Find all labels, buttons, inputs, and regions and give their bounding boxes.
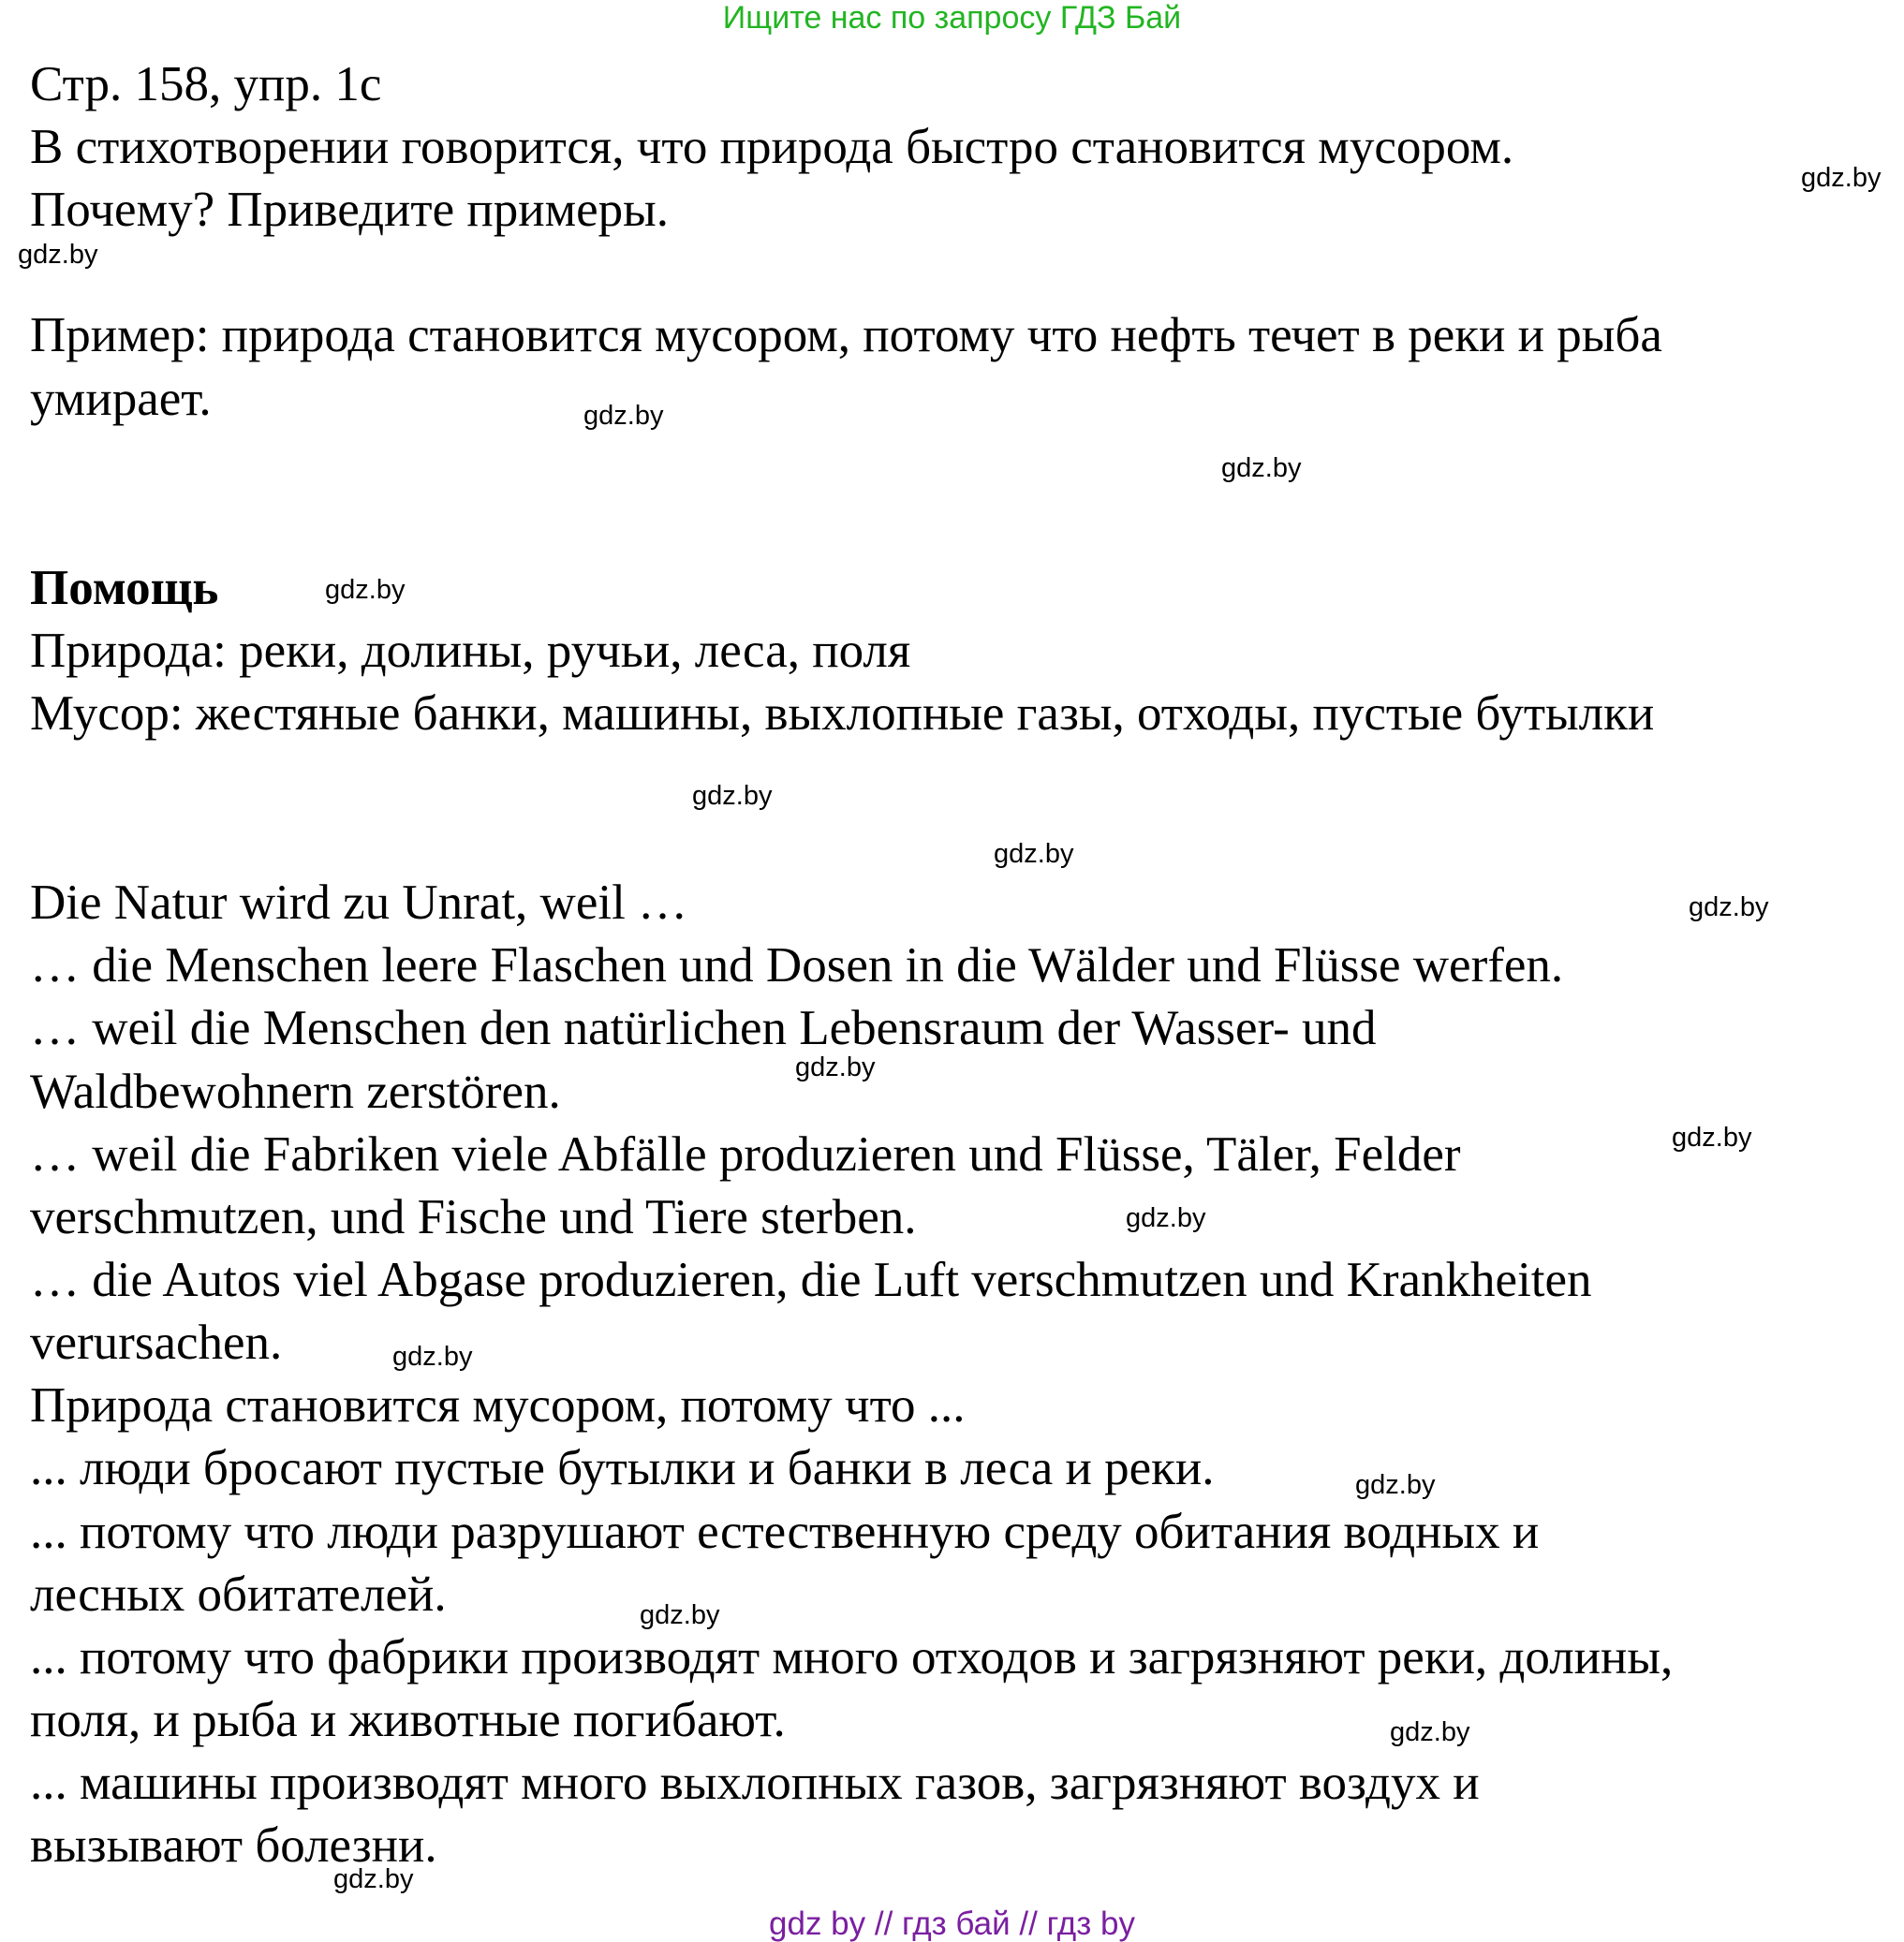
watermark: gdz.by — [994, 839, 1074, 869]
german-line: verschmutzen, und Fische und Tiere sterben. — [30, 1190, 917, 1244]
russian-intro: Природа становится мусором, потому что ... — [30, 1378, 966, 1433]
watermark: gdz.by — [1390, 1717, 1470, 1747]
help-nature-line: Природа: реки, долины, ручьи, леса, поля — [30, 624, 911, 678]
watermark: gdz.by — [583, 401, 664, 431]
watermark: gdz.by — [1355, 1470, 1436, 1500]
german-line: … die Menschen leere Flaschen und Dosen in die Wälder und Flüsse werfen. — [30, 938, 1564, 993]
watermark: gdz.by — [325, 575, 406, 605]
watermark: gdz.by — [1126, 1203, 1206, 1233]
russian-line: вызывают болезни. — [30, 1818, 437, 1873]
example-line-1: Пример: природа становится мусором, потому что нефть течет в реки и рыба — [30, 308, 1662, 362]
help-garbage-line: Мусор: жестяные банки, машины, выхлопные газы, отходы, пустые бутылки — [30, 686, 1655, 741]
watermark: gdz.by — [333, 1864, 414, 1894]
help-heading: Помощь — [30, 561, 219, 615]
german-intro: Die Natur wird zu Unrat, weil … — [30, 875, 688, 930]
german-line: … weil die Fabriken viele Abfälle produzieren und Flüsse, Täler, Felder — [30, 1127, 1461, 1182]
search-hint-banner: Ищите нас по запросу ГДЗ Бай — [722, 0, 1182, 36]
example-line-2: умирает. — [30, 372, 212, 426]
german-line: Waldbewohnern zerstören. — [30, 1065, 561, 1119]
watermark: gdz.by — [640, 1600, 720, 1630]
watermark: gdz.by — [1672, 1123, 1752, 1153]
watermark: gdz.by — [392, 1342, 473, 1372]
german-line: … weil die Menschen den natürlichen Lebensraum der Wasser- und — [30, 1001, 1377, 1055]
watermark: gdz.by — [692, 781, 773, 811]
russian-line: ... машины производят много выхлопных газов, загрязняют воздух и — [30, 1756, 1480, 1810]
russian-line: поля, и рыба и животные погибают. — [30, 1693, 786, 1747]
question-line-1: В стихотворении говорится, что природа быстро становится мусором. — [30, 120, 1514, 174]
watermark: gdz.by — [18, 240, 98, 270]
watermark: gdz.by — [795, 1052, 876, 1082]
russian-line: ... потому что люди разрушают естественную среду обитания водных и — [30, 1505, 1540, 1559]
question-line-2: Почему? Приведите примеры. — [30, 183, 669, 237]
watermark: gdz.by — [1689, 892, 1769, 922]
russian-line: ... люди бросают пустые бутылки и банки в леса и реки. — [30, 1441, 1215, 1495]
german-line: … die Autos viel Abgase produzieren, die Luft verschmutzen und Krankheiten — [30, 1253, 1592, 1307]
watermark: gdz.by — [1801, 163, 1882, 193]
footer-site-links: gdz by // гдз бай // гдз by — [769, 1905, 1135, 1942]
russian-line: лесных обитателей. — [30, 1567, 447, 1622]
watermark: gdz.by — [1221, 453, 1302, 483]
german-line: verursachen. — [30, 1316, 283, 1370]
russian-line: ... потому что фабрики производят много отходов и загрязняют реки, долины, — [30, 1630, 1674, 1685]
exercise-reference: Стр. 158, упр. 1с — [30, 57, 382, 111]
